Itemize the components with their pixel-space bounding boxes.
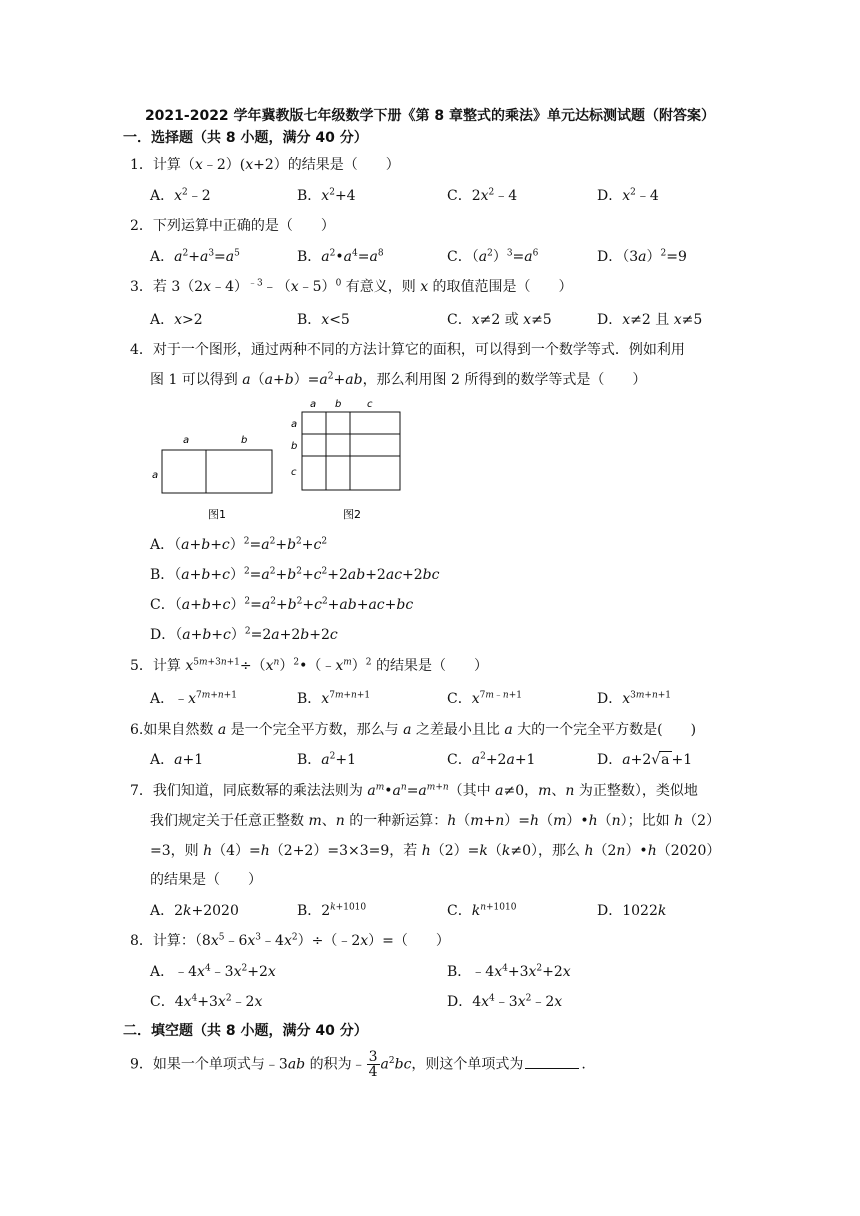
- question-3-option-d: D．x≠2 且 x≠5: [597, 312, 703, 328]
- question-2-option-c: C．$(a^2)^3=a^6$: [447, 248, 539, 265]
- question-6-stem: 6.如果自然数 a 是一个完全平方数，那么与 a 之差最小且比 a 大的一个完全平方数是( ): [130, 722, 697, 738]
- answer-blank[interactable]: [525, 1067, 579, 1069]
- question-7-option-d: D．1022k: [597, 903, 667, 919]
- question-7-stem-line3: =3，则 h（4）=h（2+2）=3×3=9，若 h（2）=k（k≠0），那么 h（2n）•h（2020）: [150, 843, 721, 859]
- figure-1-side-a: a: [152, 470, 159, 481]
- question-2-option-b: B．$a^2•a^4=a^8$: [297, 248, 384, 265]
- question-7-stem-line4: 的结果是（ ）: [150, 872, 262, 888]
- question-6-option-c: C．$a^2+2a+1$: [447, 751, 536, 768]
- figure-2-top-c: c: [367, 399, 373, 410]
- question-2-option-a: A．$a^2+a^3=a^5$: [150, 248, 240, 265]
- question-4-stem-line2: 图 1 可以得到 $a(a+b)=a^2+ab$，那么利用图 2 所得到的数学等式是（ ）: [150, 371, 647, 388]
- question-4-option-a: A．$(a+b+c)^2=a^2+b^2+c^2$: [150, 536, 328, 553]
- question-7-stem-line1: 7．我们知道，同底数幂的乘法法则为 $a^m•a^n=a^{m+n}$（其中 a≠0，m、n 为正整数），类似地: [130, 782, 698, 799]
- figure-2-top-a: a: [310, 399, 317, 410]
- figure-1-caption: 图1: [208, 508, 226, 521]
- figure-2-side-a: a: [291, 419, 298, 430]
- question-1-option-b: B．$x^2+4$: [297, 187, 356, 204]
- figure-2-side-b: b: [291, 441, 298, 452]
- question-6-option-d: D．a+2√a +1: [597, 752, 693, 768]
- question-9-stem: 9．如果一个单项式与﹣3ab 的积为﹣ $\frac{3}{4}$ $a^2bc$，则这个单项式为 .: [130, 1049, 586, 1080]
- question-1-stem: 1．计算（x﹣2）(x+2）的结果是（ ）: [130, 157, 400, 173]
- question-3-option-c: C．x≠2 或 x≠5: [447, 312, 552, 328]
- question-7-option-b: B．$2^{k+1010}$: [297, 902, 367, 919]
- figure-1-top-a: a: [183, 435, 190, 446]
- question-5-option-b: B．$x^{7m+n+1}$: [297, 690, 371, 707]
- fraction-3-4: $\frac{3}{4}$: [368, 1049, 378, 1080]
- question-2-option-d: D．$(3a)^2=9$: [597, 248, 687, 265]
- question-7-option-a: A．2k+2020: [150, 903, 239, 919]
- figure-2-side-c: c: [291, 467, 297, 478]
- question-2-stem: 2．下列运算中正确的是（ ）: [130, 218, 335, 234]
- question-5-option-c: C．$x^{7m﹣n+1}$: [447, 690, 522, 707]
- question-8-option-a: A．$﹣4x^4﹣3x^2+2x$: [150, 963, 276, 980]
- question-5-option-d: D．$x^{3m+n+1}$: [597, 690, 672, 707]
- question-4-figures: [150, 395, 420, 525]
- document-title: 2021-2022 学年冀教版七年级数学下册《第 8 章整式的乘法》单元达标测试题（附答案）: [144, 108, 716, 124]
- figure-2-caption: 图2: [343, 508, 361, 521]
- question-4-stem-line1: 4．对于一个图形，通过两种不同的方法计算它的面积，可以得到一个数学等式．例如利用: [130, 342, 685, 358]
- question-8-option-d: D．$4x^4﹣3x^2﹣2x$: [447, 993, 563, 1010]
- section-heading-choice: 一．选择题（共 8 小题，满分 40 分）: [123, 130, 368, 146]
- question-4-option-c: C．$(a+b+c)^2=a^2+b^2+c^2+ab+ac+bc$: [150, 596, 414, 613]
- question-7-stem-line2: 我们规定关于任意正整数 m、n 的一种新运算：h（m+n）=h（m）•h（n）；比如 h（2）: [150, 813, 721, 829]
- figure-1-rectangle: [162, 450, 272, 493]
- section-heading-fill: 二．填空题（共 8 小题，满分 40 分）: [123, 1023, 368, 1039]
- question-7-option-c: C．$k^{n+1010}$: [447, 902, 517, 919]
- figure-2-top-b: b: [335, 399, 342, 410]
- question-1-option-a: A．$x^2﹣2$: [150, 187, 211, 204]
- question-3-option-b: B．x<5: [297, 312, 350, 328]
- figure-1-top-b: b: [241, 435, 248, 446]
- question-1-option-d: D．$x^2﹣4$: [597, 187, 659, 204]
- question-4-option-d: D．$(a+b+c)^2=2a+2b+2c$: [150, 626, 338, 643]
- figure-2-grid: [302, 412, 400, 490]
- question-3-stem: 3．若 3（2x﹣4）$^{﹣3}$﹣（x﹣5）$^0$ 有意义，则 x 的取值范围是（ ）: [130, 278, 573, 295]
- question-8-stem: 8．计算：$(8x^5﹣6x^3﹣4x^2)\div(﹣2x)=$（ ）: [130, 932, 450, 949]
- question-8-option-c: C．$4x^4+3x^2﹣2x$: [150, 993, 263, 1010]
- question-5-option-a: A．$﹣x^{7m+n+1}$: [150, 690, 237, 707]
- question-6-option-b: B．$a^2+1$: [297, 751, 357, 768]
- question-8-option-b: B．$﹣4x^4+3x^2+2x$: [447, 963, 571, 980]
- question-1-option-c: C．$2x^2﹣4$: [447, 187, 518, 204]
- question-5-stem: 5．计算 $x^{5m+3n+1}\div(x^n)^2•(﹣x^m)^2$ 的结果是（ ）: [130, 657, 488, 674]
- question-3-option-a: A．x>2: [150, 312, 203, 328]
- question-4-option-b: B．$(a+b+c)^2=a^2+b^2+c^2+2ab+2ac+2bc$: [150, 566, 440, 583]
- question-6-option-a: A．a+1: [150, 752, 204, 768]
